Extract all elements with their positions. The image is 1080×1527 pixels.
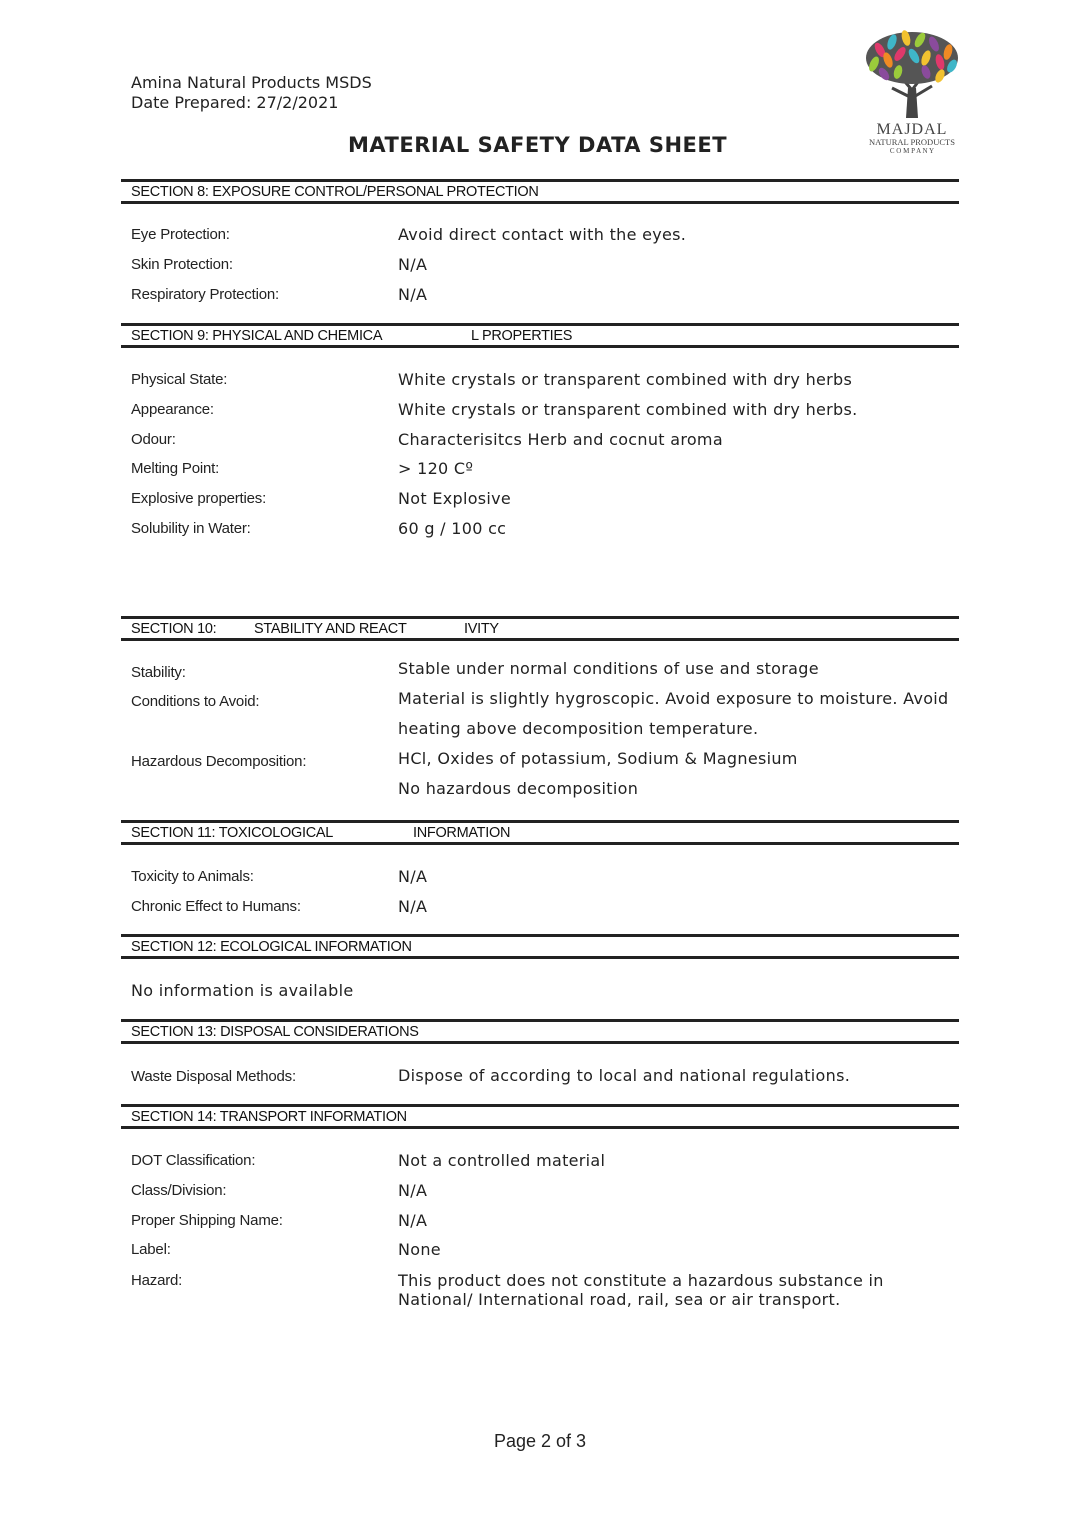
section-rule	[121, 1019, 959, 1022]
section-rule	[121, 345, 959, 348]
field-label: Appearance:	[131, 401, 214, 418]
logo-name: MAJDAL	[876, 121, 948, 138]
logo-subtitle: NATURAL PRODUCTS	[869, 137, 955, 147]
field-label: Eye Protection:	[131, 226, 230, 243]
field-value: This product does not constitute a hazardous substance in	[398, 1271, 884, 1290]
field-value: N/A	[398, 1181, 428, 1200]
field-label: Skin Protection:	[131, 256, 233, 273]
field-value: White crystals or transparent combined with dry herbs	[398, 370, 853, 389]
section-9-heading: SECTION 9: PHYSICAL AND CHEMICA	[131, 328, 383, 344]
section-rule	[121, 638, 959, 641]
field-value: heating above decomposition temperature.	[398, 719, 759, 738]
field-label: Odour:	[131, 431, 176, 448]
field-label: DOT Classification:	[131, 1152, 256, 1169]
field-value: > 120 Cº	[398, 459, 474, 478]
ecological-info: No information is available	[131, 981, 354, 1000]
field-label: Proper Shipping Name:	[131, 1212, 283, 1229]
field-value: Not Explosive	[398, 489, 512, 508]
section-11-heading-cont: INFORMATION	[413, 825, 511, 841]
field-label: Toxicity to Animals:	[131, 868, 254, 885]
field-label: Label:	[131, 1241, 171, 1258]
company-logo	[862, 28, 962, 156]
field-value: Avoid direct contact with the eyes.	[398, 225, 687, 244]
field-label: Conditions to Avoid:	[131, 693, 260, 710]
document-source: Amina Natural Products MSDS	[131, 73, 372, 92]
section-rule	[121, 934, 959, 937]
field-label: Hazard:	[131, 1272, 183, 1289]
field-value: N/A	[398, 1211, 428, 1230]
field-value: N/A	[398, 285, 428, 304]
section-12-heading: SECTION 12: ECOLOGICAL INFORMATION	[131, 939, 412, 955]
field-value: Characterisitcs Herb and cocnut aroma	[398, 430, 723, 449]
field-label: Hazardous Decomposition:	[131, 753, 307, 770]
section-rule	[121, 616, 959, 619]
field-value: N/A	[398, 255, 428, 274]
field-label: Stability:	[131, 664, 186, 681]
field-value: National/ International road, rail, sea or air transport.	[398, 1290, 841, 1309]
section-rule	[121, 201, 959, 204]
field-value: N/A	[398, 897, 428, 916]
section-10-heading-end: IVITY	[464, 621, 499, 637]
section-rule	[121, 842, 959, 845]
tree-icon	[862, 28, 962, 156]
section-14-heading: SECTION 14: TRANSPORT INFORMATION	[131, 1109, 407, 1125]
field-value: 60 g / 100 cc	[398, 519, 507, 538]
field-value: Dispose of according to local and national regulations.	[398, 1066, 851, 1085]
field-label: Chronic Effect to Humans:	[131, 898, 301, 915]
field-value: No hazardous decomposition	[398, 779, 639, 798]
field-value: None	[398, 1240, 441, 1259]
section-rule	[121, 956, 959, 959]
field-label: Class/Division:	[131, 1182, 227, 1199]
section-rule	[121, 1041, 959, 1044]
section-11-heading: SECTION 11: TOXICOLOGICAL	[131, 825, 334, 841]
field-label: Respiratory Protection:	[131, 286, 279, 303]
field-value: White crystals or transparent combined with dry herbs.	[398, 400, 858, 419]
field-value: Not a controlled material	[398, 1151, 606, 1170]
page-title: MATERIAL SAFETY DATA SHEET	[348, 133, 728, 157]
date-prepared: Date Prepared: 27/2/2021	[131, 93, 339, 112]
section-10-heading: SECTION 10:	[131, 621, 217, 637]
field-label: Physical State:	[131, 371, 228, 388]
section-10-heading-cont: STABILITY AND REACT	[254, 621, 407, 637]
section-13-heading: SECTION 13: DISPOSAL CONSIDERATIONS	[131, 1024, 419, 1040]
field-value: N/A	[398, 867, 428, 886]
field-value: HCl, Oxides of potassium, Sodium & Magnesium	[398, 749, 798, 768]
field-value: Material is slightly hygroscopic. Avoid exposure to moisture. Avoid	[398, 689, 949, 708]
page-number: Page 2 of 3	[493, 1431, 587, 1451]
field-label: Explosive properties:	[131, 490, 267, 507]
field-label: Solubility in Water:	[131, 520, 251, 537]
section-8-heading: SECTION 8: EXPOSURE CONTROL/PERSONAL PROTECTION	[131, 184, 539, 200]
field-value: Stable under normal conditions of use and storage	[398, 659, 819, 678]
section-rule	[121, 1126, 959, 1129]
section-rule	[121, 1104, 959, 1107]
field-label: Waste Disposal Methods:	[131, 1068, 296, 1085]
section-9-heading-cont: L PROPERTIES	[471, 328, 573, 344]
logo-company: C O M P A N Y	[889, 147, 935, 155]
section-rule	[121, 179, 959, 182]
section-rule	[121, 323, 959, 326]
section-rule	[121, 820, 959, 823]
field-label: Melting Point:	[131, 460, 220, 477]
